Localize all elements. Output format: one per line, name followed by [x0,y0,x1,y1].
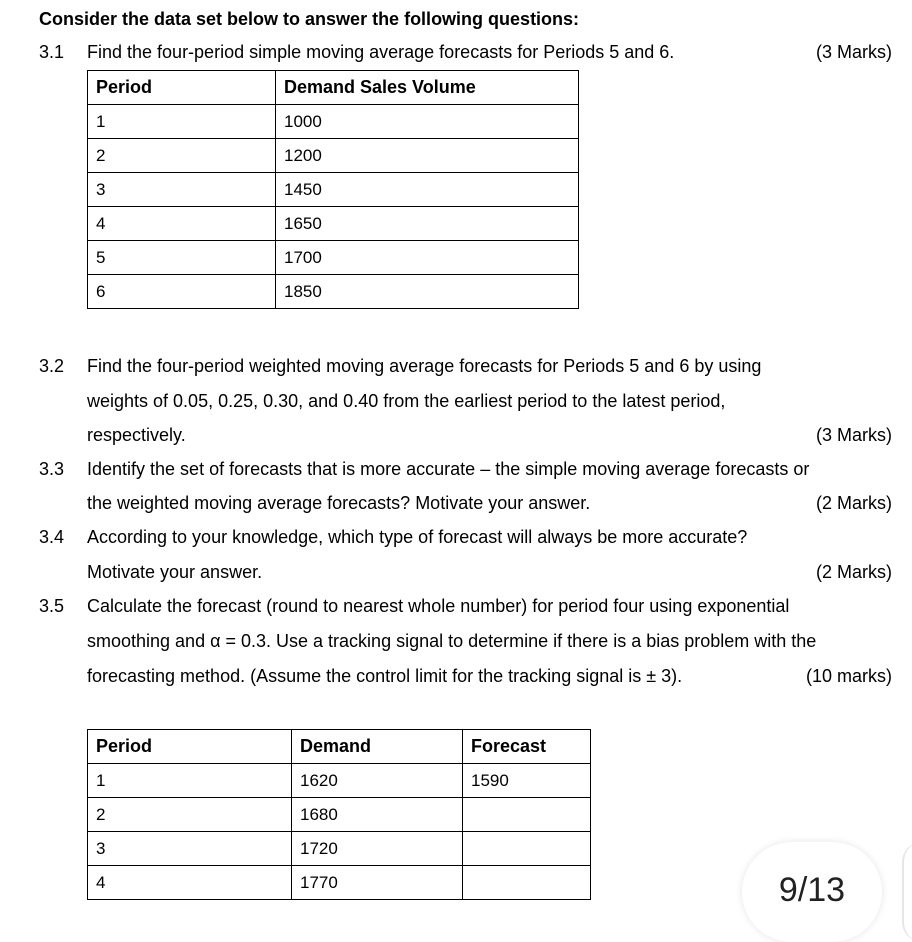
table-header-row [88,71,579,105]
question-3-5 [0,594,912,618]
question-text: smoothing and α = 0.3. Use a tracking signal to determine if there is a bias problem with the [87,631,817,651]
table-row [88,832,591,866]
table-cell: 2 [88,139,276,173]
page-indicator: 9/13 [778,871,846,909]
question-text: weights of 0.05, 0.25, 0.30, and 0.40 from the earliest period to the latest period, [87,391,726,411]
question-3-4-line-2 [0,560,912,584]
table-cell: 1 [88,105,276,139]
question-number: 3.1 [39,42,65,62]
table-row [88,866,591,900]
table-row [88,139,579,173]
table-cell [463,832,591,866]
question-text: Identify the set of forecasts that is more accurate – the simple moving average forecasts or [87,459,810,479]
table-cell: 1200 [276,139,579,173]
column-header-demand: Demand [292,730,463,764]
table-cell: 1850 [276,275,579,309]
question-3-2-line-3 [0,423,912,447]
table-cell: 1700 [276,241,579,275]
table-cell: 6 [88,275,276,309]
question-3-2 [0,354,912,378]
table-cell: 3 [88,173,276,207]
marks-label: (2 Marks) [816,562,892,582]
question-text: Calculate the forecast (round to nearest whole number) for period four using exponential [87,596,790,616]
exponential-smoothing-table [87,729,591,900]
table-cell: 5 [88,241,276,275]
table-row [88,105,579,139]
table-cell: 3 [88,832,292,866]
table-cell: 2 [88,798,292,832]
question-number: 3.4 [39,527,65,547]
question-number: 3.5 [39,596,65,616]
marks-label: (3 Marks) [816,42,892,62]
column-header-period: Period [88,730,292,764]
question-3-2-line-2 [0,389,912,413]
instructions-heading: Consider the data set below to answer the following questions: [39,9,580,29]
table-row [88,241,579,275]
marks-label: (10 marks) [805,666,892,686]
column-header-period: Period [88,71,276,105]
table-cell: 1720 [292,832,463,866]
question-3-5-line-3 [0,664,912,688]
question-3-4 [0,525,912,549]
question-3-3-line-2 [0,491,912,515]
question-text: Find the four-period weighted moving average forecasts for Periods 5 and 6 by using [87,356,762,376]
table-cell: 1680 [292,798,463,832]
next-page-edge [902,842,912,942]
table-cell [463,866,591,900]
question-number: 3.3 [39,459,65,479]
table-row [88,173,579,207]
table-cell: 4 [88,207,276,241]
table-cell: 1650 [276,207,579,241]
table-row [88,798,591,832]
table-cell: 1000 [276,105,579,139]
question-text: respectively. [87,425,186,445]
question-text: forecasting method. (Assume the control limit for the tracking signal is ± 3). [87,666,683,686]
question-number: 3.2 [39,356,65,376]
table-cell [463,798,591,832]
demand-sales-table [87,70,579,309]
table-cell: 1770 [292,866,463,900]
table-cell: 4 [88,866,292,900]
marks-label: (3 Marks) [816,425,892,445]
table-cell: 1590 [463,764,591,798]
question-text: Motivate your answer. [87,562,263,582]
table-row [88,207,579,241]
table-row [88,275,579,309]
question-3-3 [0,457,912,481]
question-text: Find the four-period simple moving average forecasts for Periods 5 and 6. [87,42,675,62]
column-header-demand-sales-volume: Demand Sales Volume [276,71,579,105]
question-3-1 [0,40,912,64]
marks-label: (2 Marks) [816,493,892,513]
column-header-forecast: Forecast [463,730,591,764]
table-row [88,764,591,798]
table-cell: 1450 [276,173,579,207]
table-header-row [88,730,591,764]
table-cell: 1 [88,764,292,798]
question-text: the weighted moving average forecasts? Motivate your answer. [87,493,591,513]
table-cell: 1620 [292,764,463,798]
question-text: According to your knowledge, which type of forecast will always be more accurate? [87,527,748,547]
question-3-5-line-2 [0,629,912,653]
